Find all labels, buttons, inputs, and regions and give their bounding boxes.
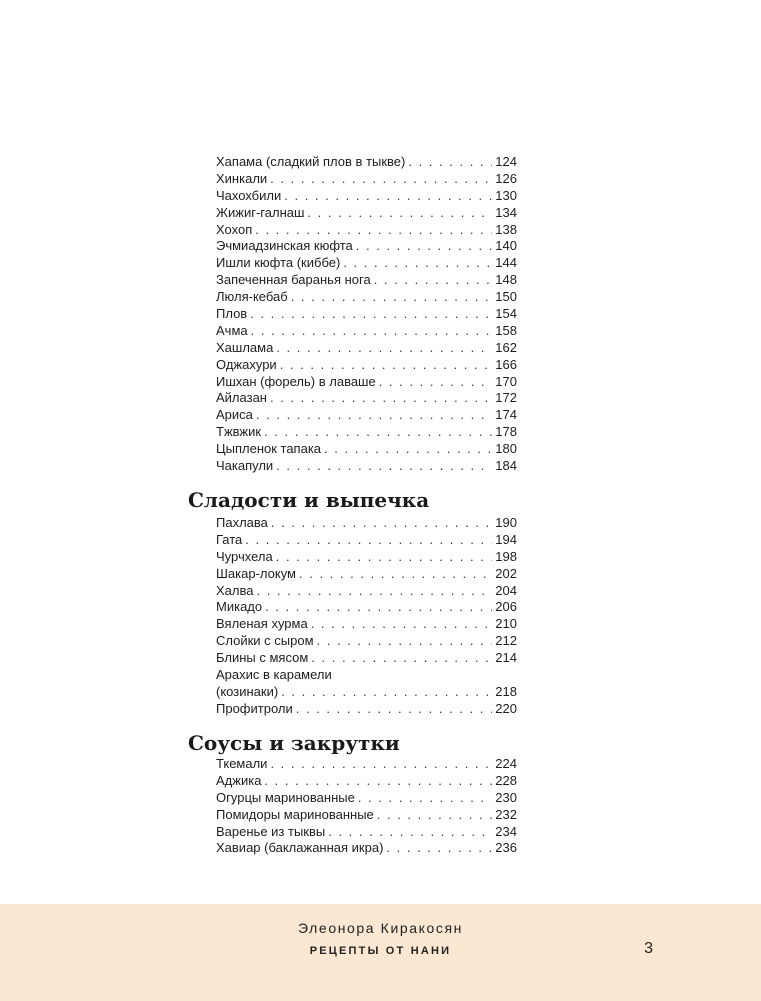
entry-title: Плов	[216, 306, 248, 322]
toc-entry-first-line	[216, 667, 517, 684]
entry-title: Жижиг-галнаш	[216, 204, 305, 220]
dot-leader	[280, 357, 493, 374]
section-heading-sweets: Сладости и выпечка	[188, 488, 430, 512]
toc-entry	[216, 154, 517, 171]
dot-leader	[311, 616, 493, 633]
entry-page: 230	[495, 789, 517, 805]
toc-entry	[216, 549, 517, 566]
toc-entry	[216, 222, 517, 239]
toc-entry	[216, 340, 517, 357]
dot-leader	[276, 340, 492, 357]
entry-page: 180	[495, 441, 517, 457]
entry-title: Огурцы маринованные	[216, 789, 355, 805]
entry-page: 178	[495, 424, 517, 440]
entry-title: Халва	[216, 582, 254, 598]
toc-sauces-list	[216, 756, 517, 857]
toc-entry	[216, 773, 517, 790]
entry-title: Цыпленок тапака	[216, 441, 322, 457]
dot-leader	[311, 650, 492, 667]
dot-leader	[324, 441, 492, 458]
dot-leader	[271, 515, 492, 532]
toc-entry	[216, 424, 517, 441]
dot-leader	[264, 773, 492, 790]
toc-entry	[216, 566, 517, 583]
entry-title: Блины с мясом	[216, 650, 309, 666]
entry-title: Варенье из тыквы	[216, 823, 326, 839]
entry-page: 138	[495, 221, 517, 237]
entry-title: Хапама (сладкий плов в тыкве)	[216, 154, 406, 169]
entry-page: 236	[495, 840, 517, 856]
entry-page: 220	[495, 700, 517, 716]
dot-leader	[299, 566, 492, 583]
entry-page: 124	[495, 154, 517, 169]
entry-page: 140	[495, 238, 517, 254]
entry-page: 210	[495, 616, 517, 632]
dot-leader	[356, 238, 493, 255]
dot-leader	[256, 407, 492, 424]
toc-entry	[216, 599, 517, 616]
dot-leader	[270, 756, 492, 773]
entry-page: 144	[495, 255, 517, 271]
entry-page: 174	[495, 407, 517, 423]
toc-entry	[216, 532, 517, 549]
toc-entry	[216, 407, 517, 424]
dot-leader	[270, 171, 492, 188]
entry-page: 224	[495, 756, 517, 771]
entry-title: Шакар-локум	[216, 565, 296, 581]
dot-leader	[281, 684, 492, 701]
dot-leader	[270, 390, 492, 407]
dot-leader	[296, 701, 493, 718]
toc-entry	[216, 701, 517, 718]
entry-title: Оджахури	[216, 356, 277, 372]
entry-title: Ачма	[216, 322, 248, 338]
entry-title: Гата	[216, 531, 243, 547]
toc-entry	[216, 272, 517, 289]
entry-title: Микадо	[216, 599, 263, 615]
toc-entry	[216, 289, 517, 306]
entry-title: Эчмиадзинская кюфта	[216, 238, 353, 254]
dot-leader	[284, 188, 492, 205]
toc-entry	[216, 238, 517, 255]
toc-entry	[216, 824, 517, 841]
dot-leader	[276, 458, 492, 475]
entry-page: 134	[495, 204, 517, 220]
dot-leader	[377, 807, 493, 824]
toc-entry-continuation	[216, 684, 517, 701]
entry-title: Помидоры маринованные	[216, 806, 374, 822]
dot-leader	[276, 549, 493, 566]
entry-page: 204	[495, 582, 517, 598]
entry-page: 194	[495, 531, 517, 547]
toc-entry	[216, 840, 517, 857]
toc-entry	[216, 255, 517, 272]
toc-entry	[216, 323, 517, 340]
entry-page: 212	[495, 633, 517, 649]
entry-title: Люля-кебаб	[216, 289, 288, 305]
dot-leader	[265, 599, 492, 616]
entry-title: Профитроли	[216, 700, 293, 716]
entry-title: Чурчхела	[216, 548, 273, 564]
toc-entry	[216, 374, 517, 391]
entry-page: 130	[495, 187, 517, 203]
toc-entry	[216, 171, 517, 188]
entry-page: 214	[495, 650, 517, 666]
entry-page: 190	[495, 515, 517, 530]
dot-leader	[307, 205, 492, 222]
entry-page: 234	[495, 823, 517, 839]
entry-page: 232	[495, 806, 517, 822]
entry-title: Тжвжик	[216, 424, 262, 440]
page-footer	[0, 904, 761, 1001]
entry-page: 172	[495, 390, 517, 406]
entry-title: Слойки с сыром	[216, 633, 314, 649]
toc-entry	[216, 583, 517, 600]
entry-page: 166	[495, 356, 517, 372]
dot-leader	[379, 374, 493, 391]
dot-leader	[374, 272, 493, 289]
entry-page: 148	[495, 272, 517, 288]
entry-title: Хавиар (баклажанная икра)	[216, 840, 384, 856]
entry-title: Чахохбили	[216, 187, 282, 203]
footer-book-title: РЕЦЕПТЫ ОТ НАНИ	[309, 945, 452, 957]
toc-main-dishes-list	[216, 154, 517, 475]
dot-leader	[291, 289, 493, 306]
entry-page: 150	[495, 289, 517, 305]
dot-leader	[343, 255, 492, 272]
toc-entry	[216, 616, 517, 633]
dot-leader	[256, 583, 492, 600]
dot-leader	[358, 790, 492, 807]
entry-page: 162	[495, 339, 517, 355]
page-number: 3	[644, 940, 653, 957]
entry-page: 126	[495, 170, 517, 186]
dot-leader	[386, 840, 492, 857]
entry-title: (козинаки)	[216, 683, 279, 699]
footer-author: Элеонора Киракосян	[297, 920, 464, 936]
toc-entry	[216, 458, 517, 475]
entry-page: 218	[495, 683, 517, 699]
entry-page: 184	[495, 458, 517, 474]
dot-leader	[245, 532, 492, 549]
entry-page: 206	[495, 599, 517, 615]
entry-title: Хашлама	[216, 339, 274, 355]
toc-entry	[216, 790, 517, 807]
entry-title: Айлазан	[216, 390, 267, 406]
entry-page: 202	[495, 565, 517, 581]
toc-entry	[216, 188, 517, 205]
entry-title: Пахлава	[216, 515, 268, 530]
entry-title: Чакапули	[216, 458, 274, 474]
toc-entry	[216, 306, 517, 323]
dot-leader	[251, 323, 493, 340]
entry-page: 158	[495, 322, 517, 338]
toc-entry	[216, 515, 517, 532]
section-heading-sauces: Соусы и закрутки	[188, 731, 400, 755]
toc-entry	[216, 357, 517, 374]
entry-page: 228	[495, 772, 517, 788]
toc-entry	[216, 756, 517, 773]
entry-title: Аджика	[216, 772, 262, 788]
toc-entry	[216, 650, 517, 667]
dot-leader	[255, 222, 492, 239]
entry-title: Ариса	[216, 407, 253, 423]
dot-leader	[408, 154, 492, 171]
entry-title: Запеченная баранья нога	[216, 272, 371, 288]
toc-entry	[216, 205, 517, 222]
entry-page: 154	[495, 306, 517, 322]
toc-entry	[216, 390, 517, 407]
entry-title: Хохоп	[216, 221, 253, 237]
entry-title: Вяленая хурма	[216, 616, 308, 632]
dot-leader	[264, 424, 492, 441]
dot-leader	[328, 824, 492, 841]
entry-page: 170	[495, 373, 517, 389]
dot-leader	[317, 633, 493, 650]
entry-title: Ткемали	[216, 756, 268, 771]
entry-page: 198	[495, 548, 517, 564]
entry-title: Арахис в карамели	[216, 667, 332, 683]
entry-title: Хинкали	[216, 170, 268, 186]
dot-leader	[250, 306, 492, 323]
toc-entry	[216, 807, 517, 824]
entry-title: Ишли кюфта (киббе)	[216, 255, 341, 271]
toc-sweets-list	[216, 515, 517, 718]
entry-title: Ишхан (форель) в лаваше	[216, 373, 376, 389]
toc-entry	[216, 633, 517, 650]
toc-entry	[216, 441, 517, 458]
